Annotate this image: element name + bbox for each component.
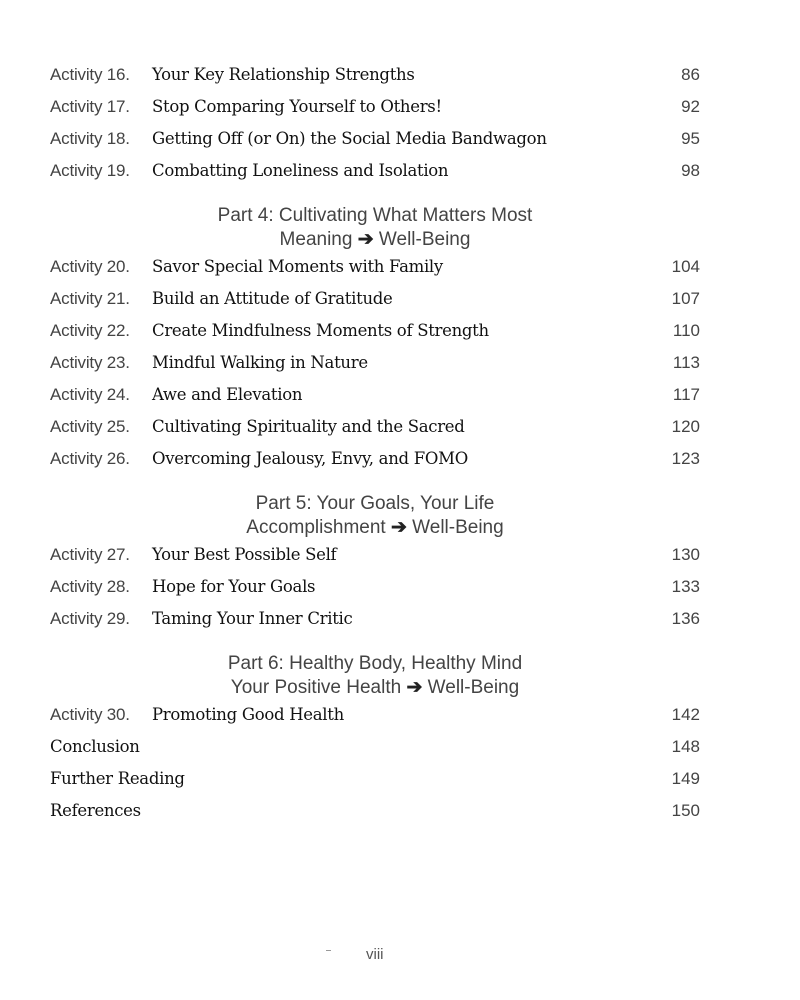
part-subtitle-right: Well-Being	[378, 229, 471, 250]
entry-title: Combatting Loneliness and Isolation	[152, 161, 449, 180]
entry-title: Your Best Possible Self	[152, 545, 337, 564]
entry-title: Awe and Elevation	[152, 385, 303, 404]
entry-page-number: 98	[681, 161, 700, 180]
entry-page-number: 120	[671, 417, 700, 436]
entry-title: Create Mindfulness Moments of Strength	[152, 321, 489, 340]
toc-entry	[50, 764, 700, 796]
entry-page-number: 92	[681, 97, 700, 116]
activity-label: Activity 25.	[50, 417, 130, 436]
part-subtitle-left: Meaning	[279, 229, 353, 250]
entry-page-number: 133	[671, 577, 700, 596]
entry-title: Conclusion	[50, 737, 140, 756]
activity-label: Activity 17.	[50, 97, 130, 116]
entry-page-number: 136	[671, 609, 700, 628]
part-subtitle-right: Well-Being	[427, 677, 520, 698]
part-title: Part 5: Your Goals, Your Life	[255, 493, 495, 514]
entry-title: Hope for Your Goals	[152, 577, 316, 596]
toc-entry	[50, 412, 700, 444]
activity-label: Activity 24.	[50, 385, 130, 404]
part-subtitle-right: Well-Being	[412, 517, 504, 538]
activity-label: Activity 27.	[50, 545, 130, 564]
part-title: Part 6: Healthy Body, Healthy Mind	[227, 653, 523, 674]
part-heading	[50, 476, 700, 540]
activity-label: Activity 16.	[50, 65, 130, 84]
toc-entry	[50, 316, 700, 348]
activity-label: Activity 29.	[50, 609, 130, 628]
toc-entry	[50, 380, 700, 412]
entry-title: Stop Comparing Yourself to Others!	[152, 97, 442, 116]
entry-title: References	[50, 801, 141, 820]
entry-title: Your Key Relationship Strengths	[152, 65, 415, 84]
toc-entry	[50, 348, 700, 380]
table-of-contents	[50, 60, 700, 828]
entry-page-number: 110	[672, 321, 700, 340]
part-subtitle-left: Your Positive Health	[230, 677, 402, 698]
activity-label: Activity 20.	[50, 257, 130, 276]
entry-page-number: 148	[671, 737, 700, 756]
entry-page-number: 150	[671, 801, 700, 820]
toc-entry	[50, 156, 700, 188]
activity-label: Activity 30.	[50, 705, 130, 724]
entry-page-number: 130	[671, 545, 700, 564]
toc-entry	[50, 252, 700, 284]
activity-label: Activity 26.	[50, 449, 130, 468]
part-subtitle	[50, 516, 700, 540]
arrow-right-icon: ➔	[357, 229, 374, 250]
activity-label: Activity 23.	[50, 353, 130, 372]
entry-page-number: 104	[671, 257, 700, 276]
activity-label: Activity 22.	[50, 321, 130, 340]
part-heading	[50, 188, 700, 252]
activity-label: Activity 19.	[50, 161, 130, 180]
entry-title: Taming Your Inner Critic	[152, 609, 353, 628]
part-subtitle	[50, 228, 700, 252]
entry-page-number: 123	[671, 449, 700, 468]
toc-entry	[50, 796, 700, 828]
entry-title: Further Reading	[50, 769, 185, 788]
entry-page-number: 86	[681, 65, 700, 84]
entry-page-number: 149	[671, 769, 700, 788]
toc-entry	[50, 540, 700, 572]
entry-title: Promoting Good Health	[152, 705, 344, 724]
toc-entry	[50, 124, 700, 156]
arrow-right-icon: ➔	[390, 517, 407, 538]
entry-title: Getting Off (or On) the Social Media Bandwagon	[152, 129, 547, 148]
entry-title: Build an Attitude of Gratitude	[152, 289, 393, 308]
part-heading	[50, 636, 700, 700]
toc-entry	[50, 284, 700, 316]
toc-entry	[50, 92, 700, 124]
page-number: viii	[366, 946, 384, 963]
entry-page-number: 142	[671, 705, 700, 724]
entry-page-number: 113	[672, 353, 700, 372]
activity-label: Activity 21.	[50, 289, 130, 308]
entry-title: Overcoming Jealousy, Envy, and FOMO	[152, 449, 468, 468]
toc-entry	[50, 572, 700, 604]
activity-label: Activity 28.	[50, 577, 130, 596]
entry-title: Savor Special Moments with Family	[152, 257, 443, 276]
entry-page-number: 95	[681, 129, 700, 148]
toc-entry	[50, 700, 700, 732]
part-title: Part 4: Cultivating What Matters Most	[217, 205, 533, 226]
toc-entry	[50, 604, 700, 636]
entry-page-number: 107	[671, 289, 700, 308]
footer-mark	[326, 950, 331, 951]
page-footer	[0, 946, 800, 966]
entry-page-number: 117	[672, 385, 700, 404]
toc-entry	[50, 60, 700, 92]
toc-entry	[50, 444, 700, 476]
entry-title: Cultivating Spirituality and the Sacred	[152, 417, 465, 436]
part-subtitle	[50, 676, 700, 700]
entry-title: Mindful Walking in Nature	[152, 353, 368, 372]
part-subtitle-left: Accomplishment	[246, 517, 386, 538]
arrow-right-icon: ➔	[406, 677, 423, 698]
toc-entry	[50, 732, 700, 764]
activity-label: Activity 18.	[50, 129, 130, 148]
